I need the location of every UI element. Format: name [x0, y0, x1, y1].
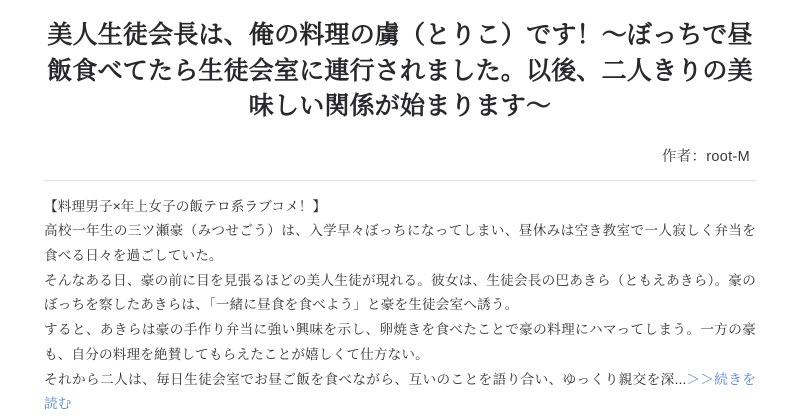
paragraph-2: そんなある日、豪の前に目を見張るほどの美人生徒が現れる。彼女は、生徒会長の巴あきら（ともえあきら）。豪のぼっちを察したあきらは、「一緒に昼食を食べよう」と豪を生徒会室へ誘う。: [44, 272, 756, 313]
author-row: [44, 145, 756, 166]
author-label: 作者：root-M: [661, 148, 750, 165]
paragraph-tagline: 【料理男子×年上女子の飯テロ系ラブコメ！】: [44, 198, 327, 214]
truncation-ellipsis: ...: [674, 371, 687, 387]
read-more-link[interactable]: ＞＞続きを読む: [44, 371, 756, 412]
paragraph-1: 高校一年生の三ツ瀬豪（みつせごう）は、入学早々ぼっちになってしまい、昼休みは空き教室で一人寂しく弁当を食べる日々を過ごしていた。: [44, 223, 756, 263]
article-body: [44, 195, 756, 418]
page-title: 美人生徒会長は、俺の料理の虜（とりこ）です！〜ぼっちで昼飯食べてたら生徒会室に連行されました。以後、二人きりの美味しい関係が始まります〜: [47, 21, 753, 120]
paragraph-4-text: それから二人は、毎日生徒会室でお昼ご飯を食べながら、互いのことを語り合い、ゆっくり親交を深: [44, 371, 675, 387]
paragraph-3: すると、あきらは豪の手作り弁当に強い興味を示し、卵焼きを食べたことで豪の料理にハマってしまう。一方の豪も、自分の料理を絶賛してもらえたことが嬉しくて仕方ない。: [44, 322, 756, 362]
header-divider: [44, 180, 756, 181]
paragraph-4: [44, 368, 756, 417]
